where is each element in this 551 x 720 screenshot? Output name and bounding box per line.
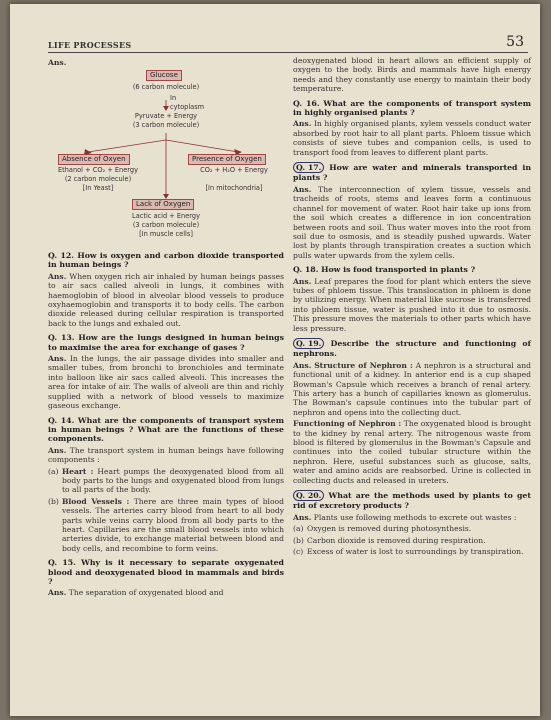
right-column (293, 56, 531, 559)
answer-14: Ans. The transport system in human beings have following components : (48, 445, 284, 465)
question-16: Q. 16. What are the components of transport system in highly organised plants ? (293, 98, 531, 118)
question-13: Q. 13. How are the lungs designed in human beings to maximise the area for exchange of gases ? (48, 333, 284, 352)
answer-19-function: Functioning of Nephron : The oxygenated blood is brought to the kidney by renal artery. The nitrogenous waste from blood is filtered by glomerulus in the Bowman's Capsule and continues into the coiled tubular structure within the nephron. Here, useful substances such as glucose, salts, water and amino acids are reabsorbed. Urine is collected in collecting ducts and released in ureters. (293, 419, 532, 485)
respiration-flow-diagram (48, 56, 284, 246)
question-17: Q. 17. How are water and minerals transported in plants ? (293, 163, 531, 183)
lactic-label: Lactic acid + Energy (132, 212, 200, 220)
presence-oxygen-box: Presence of Oxygen (188, 154, 266, 165)
answer-20-list (293, 524, 531, 556)
list-item: (c) Excess of water is lost to surroundings by transpiration. (293, 547, 524, 557)
lactic-sub: (3 carbon molecule) (132, 221, 200, 229)
question-20: Q. 20. What are the methods used by plants to get rid of excretory products ? (293, 491, 531, 511)
ethanol-label: Ethanol + CO₂ + Energy (58, 166, 138, 174)
question-12: Q. 12. How is oxygen and carbon dioxide transported in human beings ? (48, 251, 284, 270)
answer-18: Ans. Leaf prepares the food for plant which enters the sieve tubes of phloem tissue. This translocation in phloem is done by utilizing energy. When material like sucrose is transferred into phloem tissue, water is pushed into it due to osmosis. This pressure moves the materials to other parts which have less pressure. (293, 276, 531, 333)
mitochondria-label: [In mitochondria] (205, 184, 263, 192)
answer-12: Ans. When oxygen rich air inhaled by human beings passes to air sacs called alveoli in lungs, it combines with haemoglobin of blood in alveolar blood vessels to produce oxyhaemoglobin and transports it to body cells. The carbon dioxide released during cellular respiration is transported back to the lungs and exhaled out. (48, 271, 284, 328)
page-header (48, 32, 528, 53)
pyruvate-sub: (3 carbon molecule) (132, 121, 200, 129)
list-item: (a) Heart : Heart pumps the deoxygenated blood from all body parts to the lungs and oxygenated blood from lungs to all parts of the body. (48, 466, 284, 495)
absence-oxygen-box: Absence of Oxyen (58, 154, 130, 165)
list-item: (a) Oxygen is removed during photosynthesis. (293, 524, 472, 534)
list-item: (b) Carbon dioxide is removed during respiration. (293, 535, 486, 545)
glucose-sub: (6 carbon molecule) (132, 83, 200, 91)
answer-13: Ans. In the lungs, the air passage divides into smaller and smaller tubes, from bronchi to bronchioles and terminate into balloon like air sacs called alveoli. This increases the area for intake of air. The walls of alveoli are thin and richly supplied with a network of blood vessels to maximize gaseous exchange. (48, 354, 284, 411)
in-label: In (170, 94, 177, 102)
answer-15: Ans. The separation of oxygenated blood and (48, 588, 224, 598)
list-item: (b) Blood Vessels : There are three main types of blood vessels. The arteries carry blood from heart to all body parts while veins carry blood from all body parts to the heart. Capillaries are the small blood vessels into which arteries divide, to exchange material between blood and body cells, and recombine to form veins. (48, 496, 284, 553)
chapter-title: LIFE PROCESSES (48, 40, 132, 50)
cytoplasm-label: cytoplasm (170, 103, 205, 111)
left-column (48, 56, 284, 600)
diagram-ans-label: Ans. (48, 58, 67, 67)
answer-17: Ans. The interconnection of xylem tissue, vessels and tracheids of roots, stems and leaves form a continuous channel for movement of water. Root hair take up ions from the soil which creates a difference in ion concentration between roots and soil. Thus water moves into the root from soil due to osmosis, and is steadily pushed upwards. Water lost by plants through transpiration creates a suction which pulls water upwards from the xylem cells. (293, 184, 531, 260)
ethanol-sub: (2 carbon molecule) (64, 175, 132, 183)
pyruvate-label: Pyruvate + Energy (134, 112, 198, 120)
question-18: Q. 18. How is food transported in plants ? (293, 265, 476, 275)
answer-16: Ans. In highly organised plants, xylem vessels conduct water absorbed by root hair to all plant parts. Phloem tissue which consists of sieve tubes and companion cells, is used to transport food from leaves to different plant parts. (293, 119, 531, 157)
answer-19-structure: Ans. Structure of Nephron : A nephron is a structural and functional unit of a kidney. In anterior end is a cup shaped Bowman's Capsule which receives a branch of renal artery. This artery has a bunch of capillaries known as glomerulus. The Bowman's capsule continues into the tubular part of nephron and opens into the collecting duct. (293, 360, 531, 417)
answer-15-continued: deoxygenated blood in heart allows an efficient supply of oxygen to the body. Birds and mammals have high energy needs and they constantly use energy to maintain their body temperature. (293, 56, 531, 94)
question-15: Q. 15. Why is it necessary to separate oxygenated blood and deoxygenated blood in mammals and birds ? (48, 558, 284, 586)
yeast-label: [In Yeast] (82, 184, 114, 192)
textbook-page (10, 4, 540, 716)
answer-20: Ans. Plants use following methods to excrete out wastes : (293, 512, 517, 522)
question-19: Q. 19. Describe the structure and functioning of nephrons. (293, 338, 531, 359)
muscle-label: [In muscle cells] (139, 230, 193, 238)
glucose-box: Glucose (146, 70, 182, 81)
question-14: Q. 14. What are the components of transport system in human beings ? What are the functions of these components. (48, 415, 284, 444)
answer-14-list (48, 467, 284, 554)
co2-label: CO₂ + H₂O + Energy (200, 166, 268, 174)
lack-oxygen-box: Lack of Oxygen (132, 199, 194, 210)
page-number: 53 (506, 34, 524, 50)
